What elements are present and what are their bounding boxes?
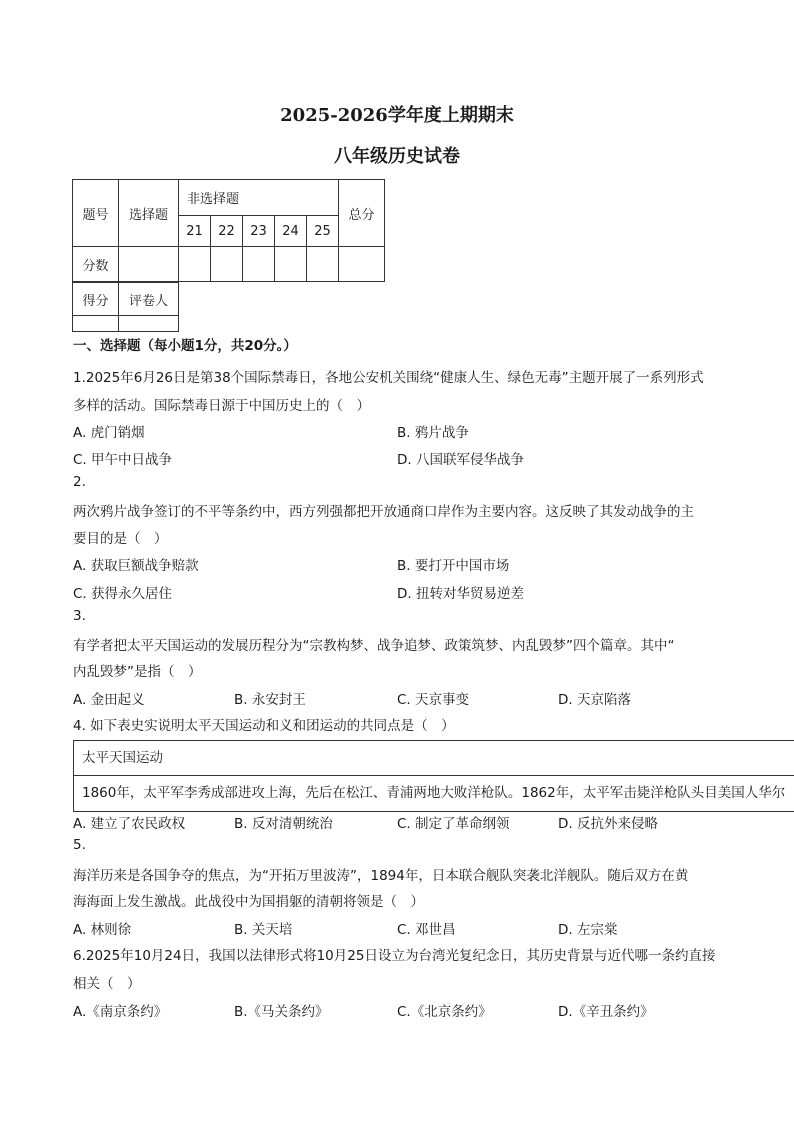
- col-24: 24: [275, 216, 307, 247]
- col-21: 21: [179, 216, 211, 247]
- q1-option-b[interactable]: B. 鸦片战争: [397, 425, 469, 441]
- score-cell[interactable]: [211, 247, 243, 282]
- q5-option-a[interactable]: A. 林则徐: [73, 922, 132, 938]
- row-score-label: 分数: [73, 247, 119, 282]
- q5-stem-line2: 海海面上发生激战。此战役中为国捐躯的清朝将领是（ ）: [73, 894, 424, 910]
- q1-option-d[interactable]: D. 八国联军侵华战争: [397, 452, 524, 468]
- grader-name-label: 评卷人: [119, 283, 179, 316]
- score-cell[interactable]: [179, 247, 211, 282]
- q6-option-d[interactable]: D.《辛丑条约》: [558, 1004, 654, 1020]
- q5-stem-line1: 海洋历来是各国争夺的焦点，为“开拓万里波涛”，1894年，日本联合舰队突袭北洋舰队。随后双方在黄: [73, 868, 689, 884]
- score-cell[interactable]: [339, 247, 385, 282]
- grader-score-label: 得分: [73, 283, 119, 316]
- q4-material-heading: 太平天国运动: [74, 741, 794, 776]
- q2-stem-line2: 要目的是（ ）: [73, 531, 168, 547]
- q2-option-a[interactable]: A. 获取巨额战争赔款: [73, 558, 199, 574]
- q1-option-c[interactable]: C. 甲午中日战争: [73, 452, 173, 468]
- q3-option-d[interactable]: D. 天京陷落: [558, 692, 631, 708]
- q3-option-b[interactable]: B. 永安封王: [234, 692, 306, 708]
- q1-stem-line2: 多样的活动。国际禁毒日源于中国历史上的（ ）: [73, 398, 370, 414]
- q1-option-a[interactable]: A. 虎门销烟: [73, 425, 145, 441]
- q3-stem-line1: 有学者把太平天国运动的发展历程分为“宗教构梦、战争追梦、政策筑梦、内乱毁梦”四个篇章。其中“: [73, 638, 675, 654]
- header-choice: 选择题: [119, 180, 179, 247]
- grader-name-cell[interactable]: [119, 316, 179, 332]
- score-cell[interactable]: [275, 247, 307, 282]
- score-table: [72, 179, 385, 282]
- col-25: 25: [307, 216, 339, 247]
- score-cell[interactable]: [119, 247, 179, 282]
- q2-stem-line1: 两次鸦片战争签订的不平等条约中，西方列强都把开放通商口岸作为主要内容。这反映了其发动战争的主: [73, 504, 694, 520]
- q4-option-c[interactable]: C. 制定了革命纲领: [397, 816, 510, 832]
- q5-option-c[interactable]: C. 邓世昌: [397, 922, 456, 938]
- q6-option-c[interactable]: C.《北京条约》: [397, 1004, 492, 1020]
- exam-subtitle: 八年级历史试卷: [334, 146, 460, 167]
- score-cell[interactable]: [243, 247, 275, 282]
- q4-material-table: [73, 740, 794, 812]
- q3-stem-line2: 内乱毁梦”是指（ ）: [73, 664, 202, 680]
- q4-option-d[interactable]: D. 反抗外来侵略: [558, 816, 658, 832]
- q6-option-b[interactable]: B.《马关条约》: [234, 1004, 329, 1020]
- q4-option-b[interactable]: B. 反对清朝统治: [234, 816, 333, 832]
- col-23: 23: [243, 216, 275, 247]
- header-non-choice: 非选择题: [179, 180, 339, 216]
- header-question-number: 题号: [73, 180, 119, 247]
- section-heading: 一、选择题（每小题1分，共20分。）: [73, 338, 297, 354]
- q5-option-d[interactable]: D. 左宗棠: [558, 922, 618, 938]
- exam-title: 2025-2026学年度上期期末: [280, 105, 514, 126]
- q2-option-d[interactable]: D. 扭转对华贸易逆差: [397, 586, 524, 602]
- q6-option-a[interactable]: A.《南京条约》: [73, 1004, 168, 1020]
- q2-option-c[interactable]: C. 获得永久居住: [73, 586, 173, 602]
- q5-option-b[interactable]: B. 关天培: [234, 922, 293, 938]
- q4-option-a[interactable]: A. 建立了农民政权: [73, 816, 186, 832]
- q4-material-text: 1860年，太平军李秀成部进攻上海，先后在松江、青浦两地大败洋枪队。1862年，太平军击毙洋枪队头目美国人华尔: [82, 785, 786, 801]
- q4-stem: 4. 如下表史实说明太平天国运动和义和团运动的共同点是（ ）: [73, 718, 455, 734]
- q3-option-c[interactable]: C. 天京事变: [397, 692, 470, 708]
- q6-stem-line2: 相关（ ）: [73, 976, 141, 992]
- q2-number: 2.: [73, 474, 86, 490]
- q5-number: 5.: [73, 837, 86, 853]
- q3-number: 3.: [73, 608, 86, 624]
- grader-table: [72, 282, 179, 332]
- q3-option-a[interactable]: A. 金田起义: [73, 692, 145, 708]
- col-22: 22: [211, 216, 243, 247]
- header-total: 总分: [339, 180, 385, 247]
- grader-score-cell[interactable]: [73, 316, 119, 332]
- q6-stem-line1: 6.2025年10月24日，我国以法律形式将10月25日设立为台湾光复纪念日，其历史背景与近代哪一条约直接: [73, 948, 716, 964]
- score-cell[interactable]: [307, 247, 339, 282]
- q2-option-b[interactable]: B. 要打开中国市场: [397, 558, 510, 574]
- q1-stem-line1: 1.2025年6月26日是第38个国际禁毒日，各地公安机关围绕“健康人生、绿色无毒”主题开展了一系列形式: [73, 370, 704, 386]
